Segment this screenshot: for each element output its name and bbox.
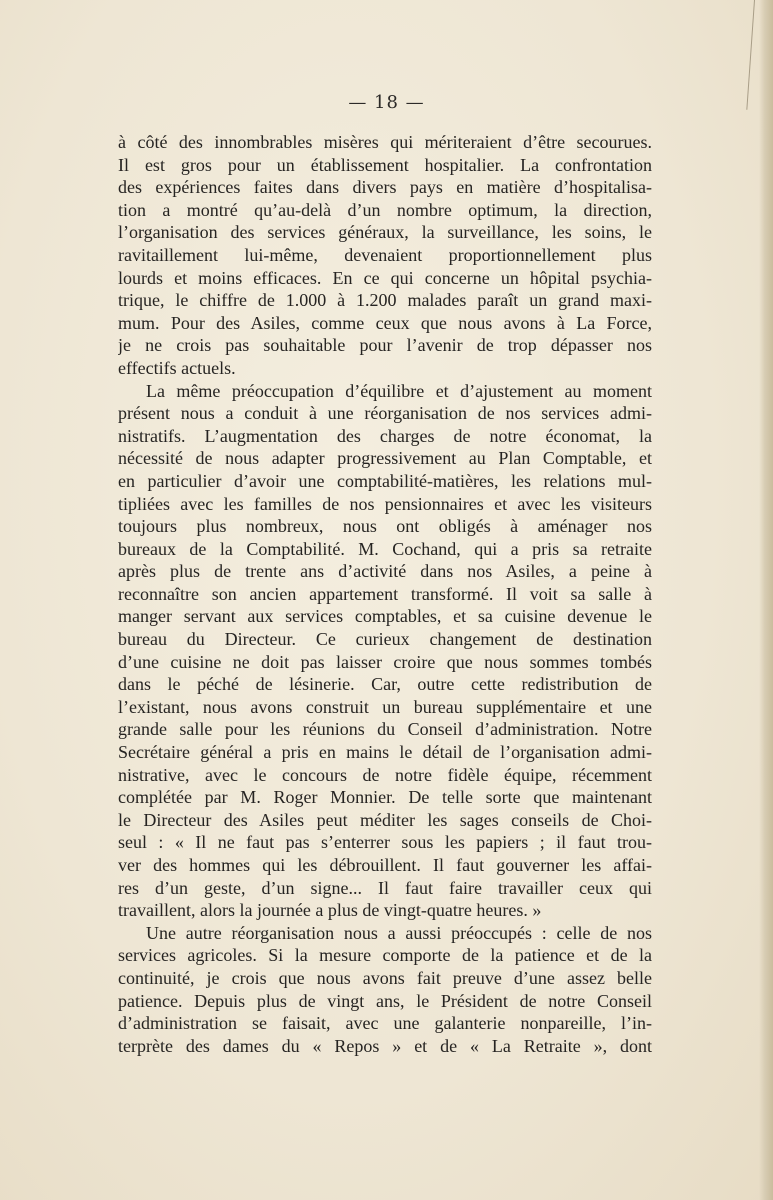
text-line: présent nous a conduit à une réorganisation de nos services admi- (118, 403, 652, 424)
text-line: d’administration se faisait, avec une galanterie nonpareille, l’in- (118, 1013, 652, 1034)
text-line: Secrétaire général a pris en mains le détail de l’organisation admi- (118, 742, 652, 763)
text-line: d’une cuisine ne doit pas laisser croire que nous sommes tombés (118, 651, 652, 672)
text-line: dans le péché de lésinerie. Car, outre cette redistribution de (118, 674, 652, 695)
text-line: en particulier d’avoir une comptabilité-matières, les relations mul- (118, 470, 652, 491)
text-line: manger servant aux services comptables, et sa cuisine devenue le (118, 606, 652, 627)
body-text (118, 131, 652, 1057)
text-line: bureau du Directeur. Ce curieux changement de destination (118, 629, 652, 650)
text-line: complétée par M. Roger Monnier. De telle sorte que maintenant (118, 787, 652, 808)
page-number: — 18 — (348, 92, 425, 113)
text-line: je ne crois pas souhaitable pour l’avenir de trop dépasser nos (118, 335, 652, 356)
page-edge-shadow (759, 0, 773, 1200)
text-line: lourds et moins efficaces. En ce qui concerne un hôpital psychia- (118, 267, 652, 288)
text-line: après plus de trente ans d’activité dans nos Asiles, a peine à (118, 561, 652, 582)
text-line: travaillent, alors la journée a plus de vingt-quatre heures. » (118, 900, 542, 921)
text-line: res d’un geste, d’un signe... Il faut faire travailler ceux qui (118, 877, 652, 898)
text-line: mum. Pour des Asiles, comme ceux que nous avons à La Force, (118, 312, 652, 333)
text-line: effectifs actuels. (118, 357, 236, 378)
text-line: tion a montré qu’au-delà d’un nombre optimum, la direction, (118, 199, 652, 220)
text-line: reconnaître son ancien appartement transformé. Il voit sa salle à (118, 583, 652, 604)
text-line: nécessité de nous adapter progressivement au Plan Comptable, et (118, 448, 652, 469)
text-line: toujours plus nombreux, nous ont obligés à aménager nos (118, 516, 652, 537)
text-line: ravitaillement lui-même, devenaient proportionnellement plus (118, 244, 652, 265)
text-line: grande salle pour les réunions du Conseil d’administration. Notre (118, 719, 652, 740)
text-line: services agricoles. Si la mesure comporte de la patience et de la (118, 945, 652, 966)
text-line: tipliées avec les familles de nos pensionnaires et avec les visiteurs (118, 493, 652, 514)
text-line: nistrative, avec le concours de notre fidèle équipe, récemment (118, 764, 652, 785)
text-line: La même préoccupation d’équilibre et d’ajustement au moment (146, 380, 652, 401)
text-line: nistratifs. L’augmentation des charges de notre économat, la (118, 425, 652, 446)
text-line: l’organisation des services généraux, la surveillance, les soins, le (118, 222, 652, 243)
text-line: Il est gros pour un établissement hospitalier. La confrontation (118, 154, 652, 175)
text-line: bureaux de la Comptabilité. M. Cochand, qui a pris sa retraite (118, 538, 652, 559)
text-line: terprète des dames du « Repos » et de « La Retraite », dont (118, 1035, 652, 1056)
text-line: des expériences faites dans divers pays en matière d’hospitalisa- (118, 177, 652, 198)
text-line: l’existant, nous avons construit un bureau supplémentaire et une (118, 696, 652, 717)
text-line: ver des hommes qui les débrouillent. Il faut gouverner les affai- (118, 855, 652, 875)
text-line: Une autre réorganisation nous a aussi préoccupés : celle de nos (146, 922, 652, 943)
text-line: patience. Depuis plus de vingt ans, le Président de notre Conseil (118, 990, 652, 1011)
text-line: continuité, je crois que nous avons fait preuve d’une assez belle (118, 967, 652, 988)
text-line: à côté des innombrables misères qui mériteraient d’être secourues. (118, 132, 652, 152)
text-line: seul : « Il ne faut pas s’enterrer sous les papiers ; il faut trou- (118, 832, 652, 853)
text-line: trique, le chiffre de 1.000 à 1.200 malades paraît un grand maxi- (118, 290, 652, 311)
text-line: le Directeur des Asiles peut méditer les sages conseils de Choi- (118, 809, 652, 830)
